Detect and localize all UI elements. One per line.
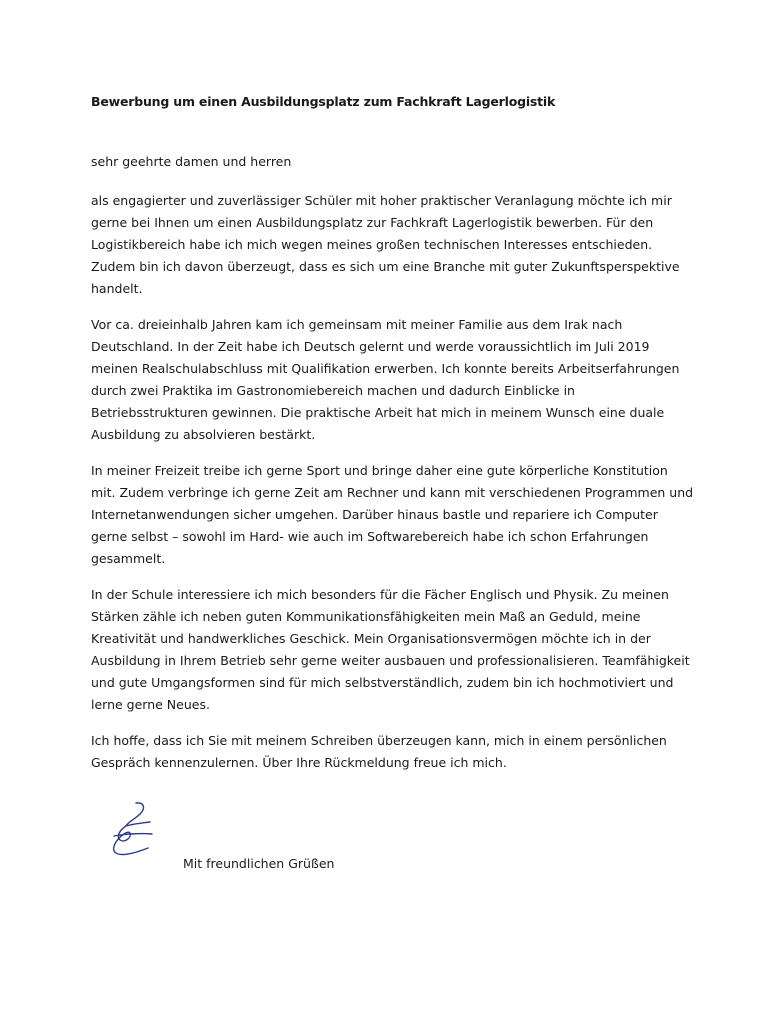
letter-paragraph (91, 584, 701, 716)
paragraph-line: meinen Realschulabschluss mit Qualifikation erwerben. Ich konnte bereits Arbeitserfahrungen (91, 361, 680, 376)
handwritten-signature (106, 800, 158, 860)
letter-closing: Mit freundlichen Grüßen (183, 856, 335, 871)
letter-paragraph (91, 730, 701, 774)
paragraph-line: als engagierter und zuverlässiger Schüler mit hoher praktischer Veranlagung möchte ich mir (91, 193, 672, 208)
letter-body (91, 190, 701, 788)
paragraph-line: handelt. (91, 281, 143, 296)
paragraph-line: Vor ca. dreieinhalb Jahren kam ich gemeinsam mit meiner Familie aus dem Irak nach (91, 317, 623, 332)
letter-subject: Bewerbung um einen Ausbildungsplatz zum Fachkraft Lagerlogistik (91, 94, 556, 109)
paragraph-line: lerne gerne Neues. (91, 697, 210, 712)
paragraph-line: gerne bei Ihnen um einen Ausbildungsplatz zur Fachkraft Lagerlogistik bewerben. Für den (91, 215, 654, 230)
paragraph-line: In der Schule interessiere ich mich besonders für die Fächer Englisch und Physik. Zu meinen (91, 587, 669, 602)
paragraph-line: Ausbildung zu absolvieren bestärkt. (91, 427, 316, 442)
paragraph-line: mit. Zudem verbringe ich gerne Zeit am Rechner und kann mit verschiedenen Programmen und (91, 485, 694, 500)
paragraph-line: Gespräch kennenzulernen. Über Ihre Rückmeldung freue ich mich. (91, 755, 507, 770)
paragraph-line: gesammelt. (91, 551, 166, 566)
paragraph-line: Deutschland. In der Zeit habe ich Deutsch gelernt und werde voraussichtlich im Juli 2019 (91, 339, 650, 354)
paragraph-line: Logistikbereich habe ich mich wegen meines großen technischen Interesses entschieden. (91, 237, 653, 252)
paragraph-line: Betriebsstrukturen gewinnen. Die praktische Arbeit hat mich in meinem Wunsch eine duale (91, 405, 665, 420)
paragraph-line: und gute Umgangsformen sind für mich selbstverständlich, zudem bin ich hochmotiviert und (91, 675, 674, 690)
letter-paragraph (91, 190, 701, 300)
paragraph-line: Internetanwendungen sicher umgehen. Darüber hinaus bastle und repariere ich Computer (91, 507, 658, 522)
letter-salutation: sehr geehrte damen und herren (91, 154, 292, 169)
paragraph-line: In meiner Freizeit treibe ich gerne Sport und bringe daher eine gute körperliche Konstitution (91, 463, 668, 478)
letter-paragraph (91, 460, 701, 570)
paragraph-line: durch zwei Praktika im Gastronomiebereich machen und dadurch Einblicke in (91, 383, 575, 398)
paragraph-line: Stärken zähle ich neben guten Kommunikationsfähigkeiten mein Maß an Geduld, meine (91, 609, 641, 624)
paragraph-line: Ich hoffe, dass ich Sie mit meinem Schreiben überzeugen kann, mich in einem persönlichen (91, 733, 667, 748)
letter-paragraph (91, 314, 701, 446)
paragraph-line: Zudem bin ich davon überzeugt, dass es sich um eine Branche mit guter Zukunftsperspektive (91, 259, 680, 274)
paragraph-line: Kreativität und handwerkliches Geschick. Mein Organisationsvermögen möchte ich in der (91, 631, 651, 646)
paragraph-line: gerne selbst – sowohl im Hard- wie auch im Softwarebereich habe ich schon Erfahrungen (91, 529, 649, 544)
paragraph-line: Ausbildung in Ihrem Betrieb sehr gerne weiter ausbauen und professionalisieren. Teamfähigkeit (91, 653, 690, 668)
